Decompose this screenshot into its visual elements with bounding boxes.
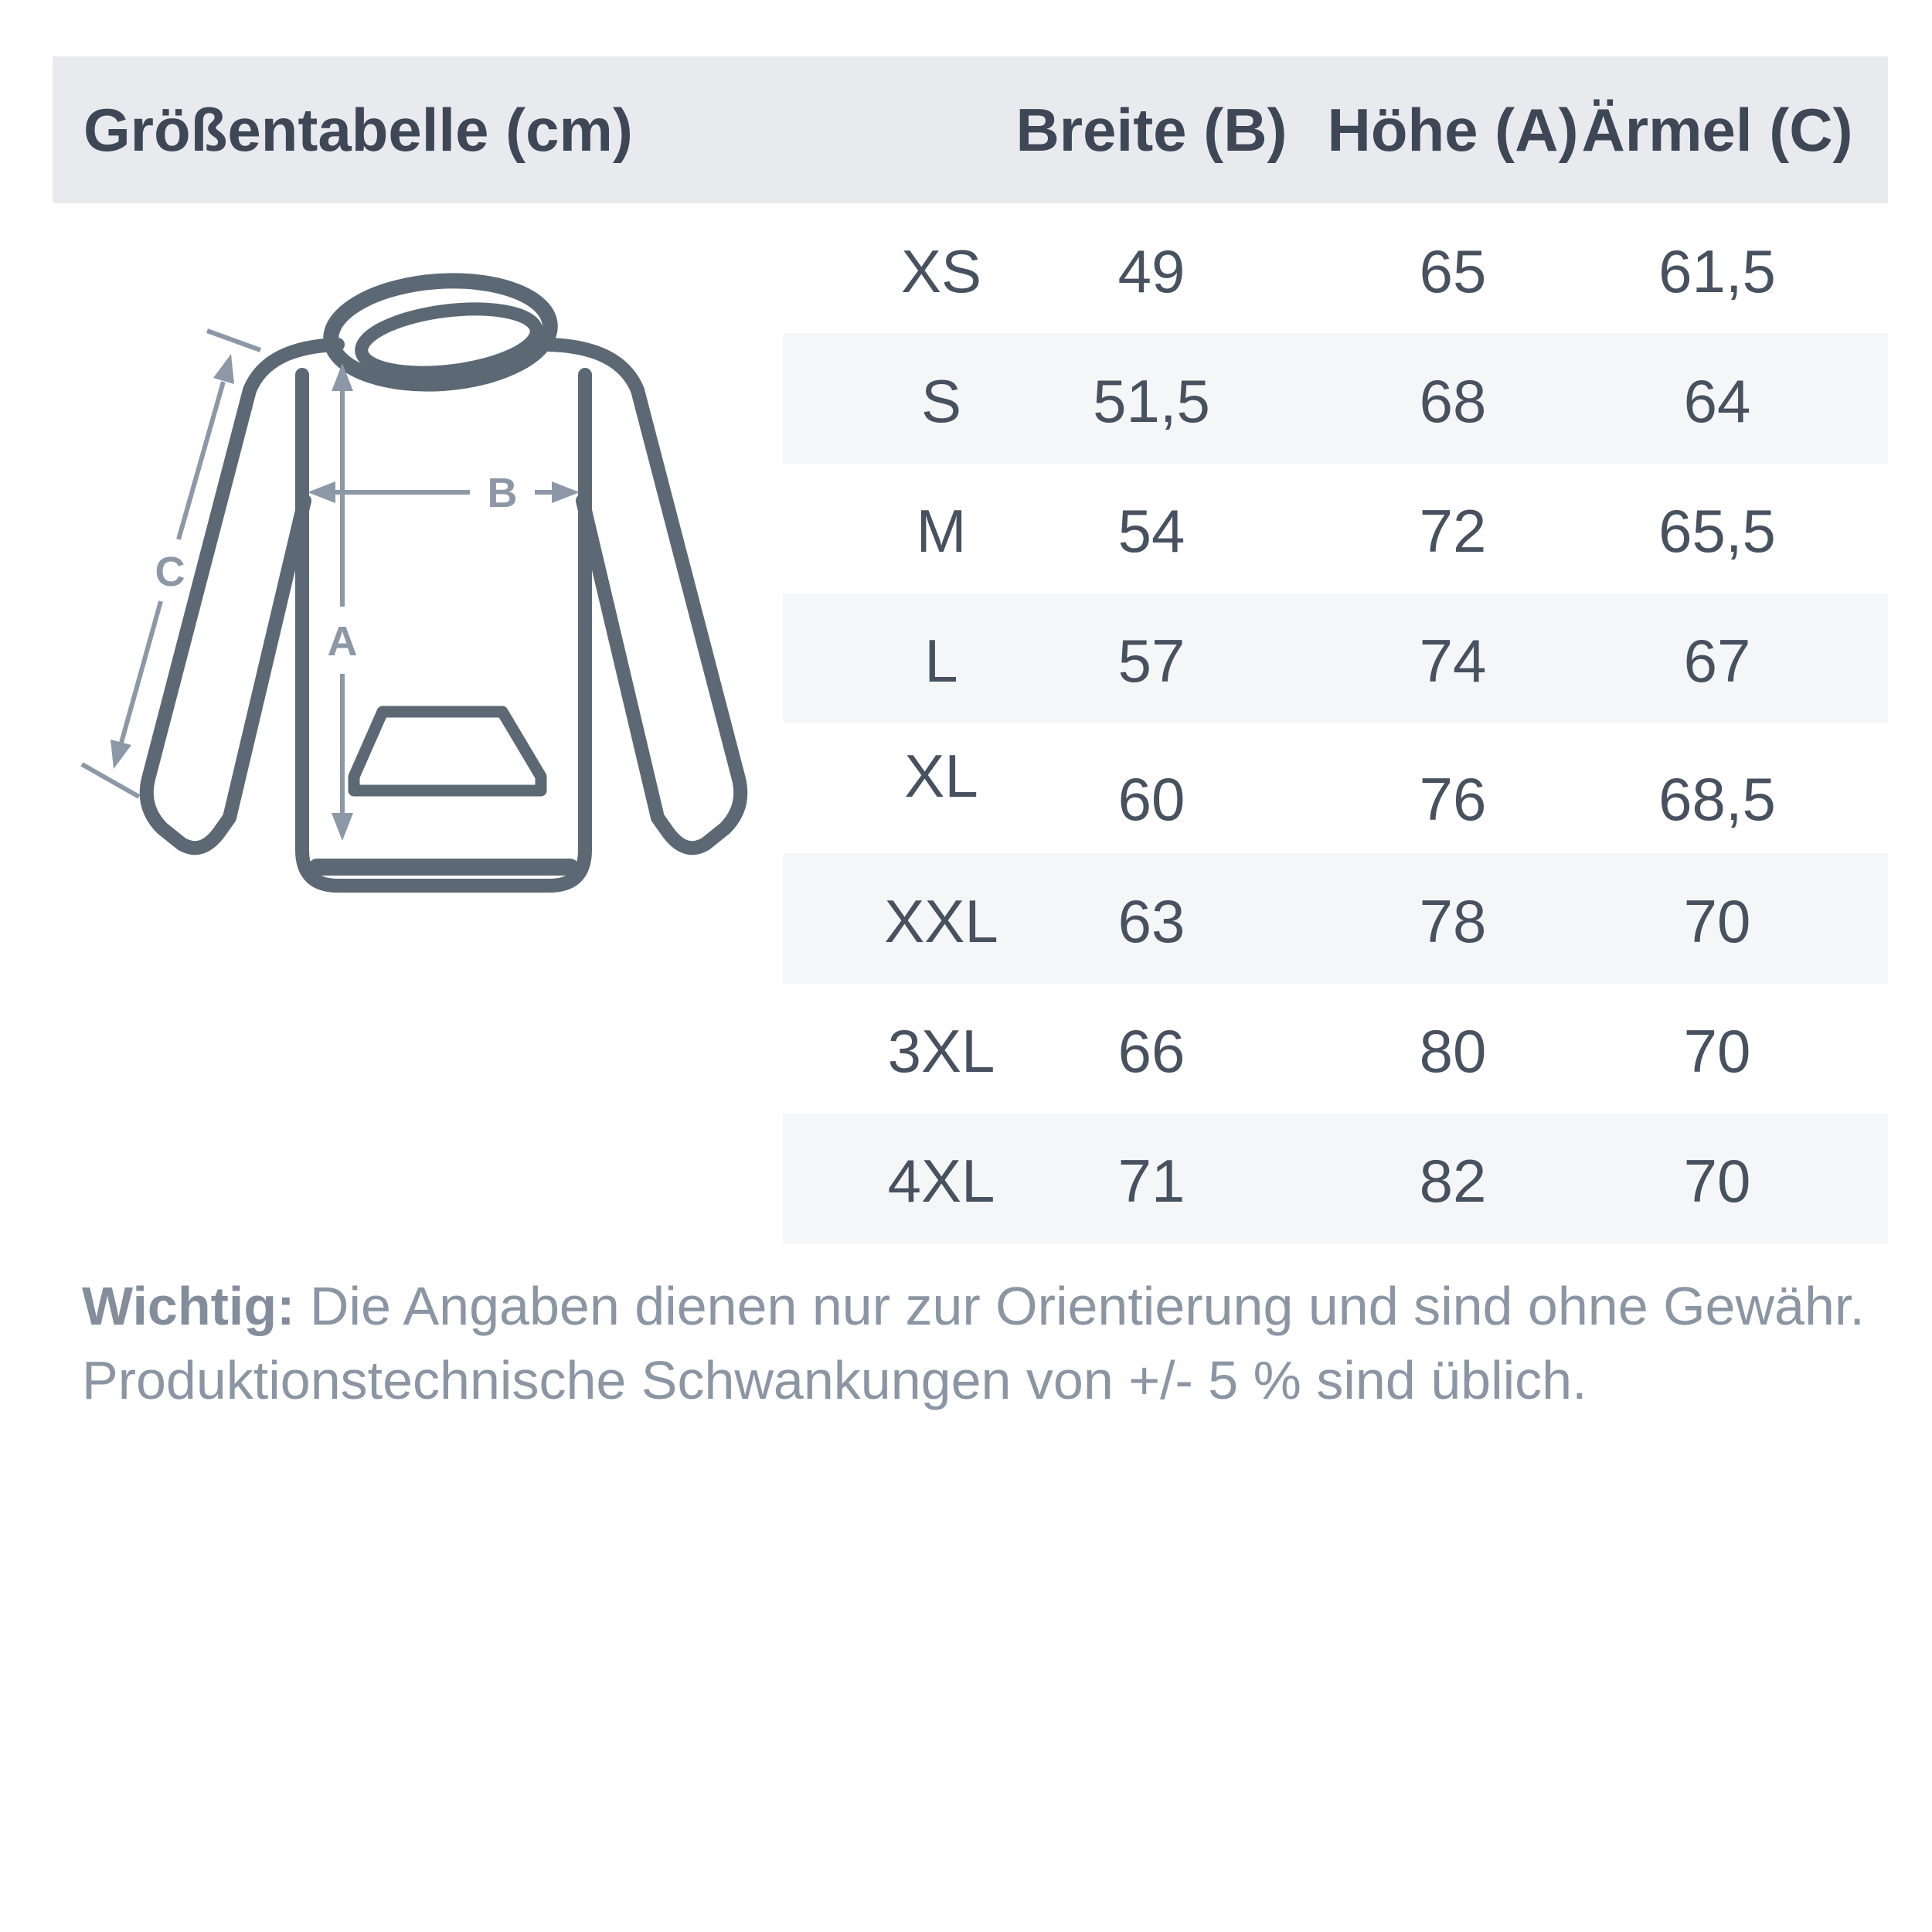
column-header-hoehe: Höhe (A)	[1327, 95, 1579, 164]
size-label: XL	[904, 741, 978, 810]
table-header-bar	[53, 56, 1888, 203]
hoehe-value: 76	[1419, 764, 1487, 833]
table-row-xxl	[783, 853, 1888, 983]
size-label: M	[916, 497, 967, 566]
table-row-s	[783, 333, 1888, 463]
column-header-breite: Breite (B)	[1015, 95, 1287, 164]
breite-value: 60	[1117, 764, 1185, 833]
aermel-value: 61,5	[1658, 236, 1776, 305]
column-header-aermel: Ärmel (C)	[1581, 95, 1853, 164]
arrow-upright-icon	[213, 354, 234, 384]
hoehe-value: 82	[1419, 1147, 1487, 1216]
aermel-value: 70	[1683, 886, 1751, 955]
hoehe-value: 78	[1419, 886, 1487, 955]
aermel-value: 70	[1683, 1147, 1751, 1216]
hoodie-outline-icon	[147, 274, 741, 886]
size-label: S	[920, 366, 962, 435]
aermel-value: 64	[1683, 366, 1751, 435]
disclaimer-note	[82, 1269, 1883, 1417]
size-label: XXL	[884, 886, 998, 955]
breite-value: 57	[1117, 627, 1185, 696]
table-row-m	[783, 464, 1888, 594]
size-label: 3XL	[887, 1017, 995, 1086]
breite-value: 71	[1117, 1147, 1185, 1216]
breite-value: 63	[1117, 886, 1185, 955]
table-row-3xl	[783, 984, 1888, 1114]
page-title: Größentabelle (cm)	[83, 95, 633, 164]
hoodie-measurement-diagram	[62, 216, 796, 912]
dimension-arrow-b	[308, 470, 580, 516]
label-b: B	[487, 470, 518, 516]
size-label: L	[924, 627, 958, 696]
breite-value: 49	[1117, 236, 1185, 305]
table-row-xs	[783, 203, 1888, 333]
hoehe-value: 80	[1419, 1017, 1487, 1086]
disclaimer-line2: Produktionstechnische Schwankungen von +/- 5 % sind üblich.	[82, 1350, 1587, 1410]
size-table	[783, 203, 1888, 1243]
table-row-4xl	[783, 1114, 1888, 1243]
aermel-value: 65,5	[1658, 497, 1776, 566]
aermel-value: 67	[1683, 627, 1751, 696]
kangaroo-pocket	[354, 712, 541, 791]
table-row-l	[783, 594, 1888, 723]
arrow-downleft-icon	[111, 740, 131, 769]
label-c: C	[155, 549, 185, 595]
table-row-xl	[783, 723, 1888, 853]
hoehe-value: 65	[1419, 236, 1487, 305]
aermel-value: 68,5	[1658, 764, 1776, 833]
dimension-arrow-c	[82, 331, 260, 797]
hoehe-value: 68	[1419, 366, 1487, 435]
breite-value: 66	[1117, 1017, 1185, 1086]
disclaimer-text1: Die Angaben dienen nur zur Orientierung und sind ohne Gewähr.	[309, 1276, 1865, 1336]
hoehe-value: 72	[1419, 497, 1487, 566]
size-label: XS	[900, 236, 982, 305]
disclaimer-line1	[82, 1276, 1865, 1336]
hoehe-value: 74	[1419, 627, 1487, 696]
arrow-left-icon	[308, 481, 335, 503]
arrow-down-icon	[332, 813, 353, 841]
size-label: 4XL	[887, 1147, 995, 1216]
disclaimer-label: Wichtig:	[82, 1276, 295, 1336]
aermel-value: 70	[1683, 1017, 1751, 1086]
label-a: A	[327, 618, 358, 665]
breite-value: 51,5	[1093, 366, 1210, 435]
breite-value: 54	[1117, 497, 1185, 566]
arrow-right-icon	[552, 481, 580, 503]
